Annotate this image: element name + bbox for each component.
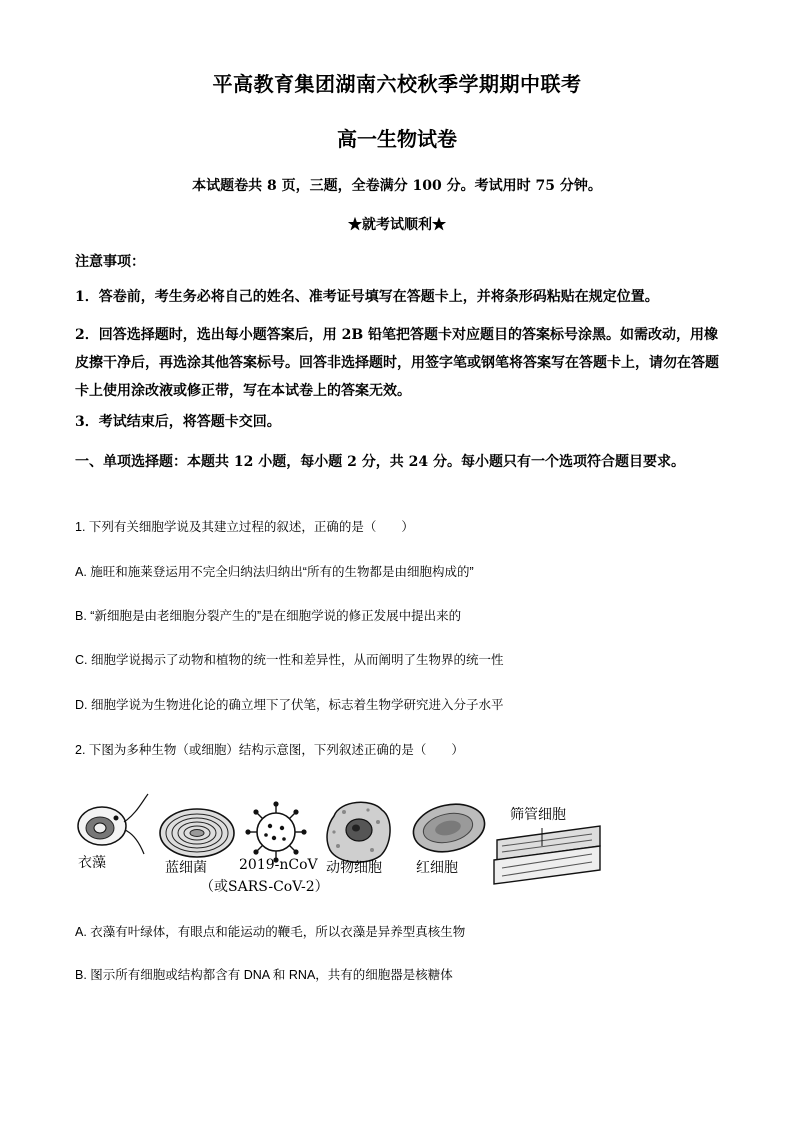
question-1-option-a: A. 施旺和施莱登运用不完全归纳法归纳出“所有的生物都是由细胞构成的” <box>75 565 474 579</box>
cyanobacteria-drawing <box>160 809 234 857</box>
animal-cell-drawing <box>327 802 390 862</box>
section-1-heading: 一、单项选择题：本题共 12 小题，每小题 2 分，共 24 分。每小题只有一个选项符合题目要求。 <box>75 454 685 470</box>
chlamydomonas-drawing <box>78 794 148 854</box>
cell-structure-figure <box>72 788 602 898</box>
question-2-option-a: A. 衣藻有叶绿体，有眼点和能运动的鞭毛，所以衣藻是异养型真核生物 <box>75 925 466 939</box>
note-item-2: 2．回答选择题时，选出每小题答案后，用 2B 铅笔把答题卡对应题目的答案标号涂黑。如需改动，用橡皮擦干净后，再选涂其他答案标号。回答非选择题时，用签字笔或钢笔将答案写在答题卡上，请勿在答题卡上使用涂改液或修正带，写在本试卷上的答案无效。 <box>75 327 719 399</box>
note-item-3: 3．考试结束后，将答题卡交回。 <box>75 414 281 430</box>
question-2-stem: 2. 下图为多种生物（或细胞）结构示意图，下列叙述正确的是（ ） <box>75 743 464 757</box>
label-virus-alt-name: （或SARS-CoV-2） <box>200 879 329 895</box>
label-chlamydomonas: 衣藻 <box>78 855 106 871</box>
exam-title: 平高教育集团湖南六校秋季学期期中联考 <box>212 72 582 96</box>
note-item-1: 1．答卷前，考生务必将自己的姓名、准考证号填写在答题卡上，并将条形码粘贴在规定位置。 <box>75 289 659 305</box>
sieve-tube-cell-drawing <box>494 826 600 884</box>
exam-subtitle: 高一生物试卷 <box>337 127 457 151</box>
question-1-option-b: B. “新细胞是由老细胞分裂产生的”是在细胞学说的修正发展中提出来的 <box>75 609 462 623</box>
coronavirus-drawing <box>245 801 306 862</box>
question-1-option-c: C. 细胞学说揭示了动物和植物的统一性和差异性，从而阐明了生物界的统一性 <box>75 653 504 667</box>
good-luck-line: ★就考试顺利★ <box>348 217 446 233</box>
label-sieve-tube-cell: 筛管细胞 <box>510 807 566 823</box>
label-red-blood-cell: 红细胞 <box>416 860 458 876</box>
red-blood-cell-drawing <box>409 798 489 858</box>
question-1-option-d: D. 细胞学说为生物进化论的确立埋下了伏笔，标志着生物学研究进入分子水平 <box>75 698 504 712</box>
notes-heading: 注意事项： <box>75 254 145 270</box>
label-virus-name: 2019-nCoV <box>239 857 318 873</box>
label-animal-cell: 动物细胞 <box>326 860 382 876</box>
question-1-stem: 1. 下列有关细胞学说及其建立过程的叙述，正确的是（ ） <box>75 520 414 534</box>
label-cyanobacteria: 蓝细菌 <box>165 860 207 876</box>
question-2-option-b: B. 图示所有细胞或结构都含有 DNA 和 RNA，共有的细胞器是核糖体 <box>75 968 453 982</box>
exam-info: 本试题卷共 8 页，三题，全卷满分 100 分。考试用时 75 分钟。 <box>192 178 602 194</box>
